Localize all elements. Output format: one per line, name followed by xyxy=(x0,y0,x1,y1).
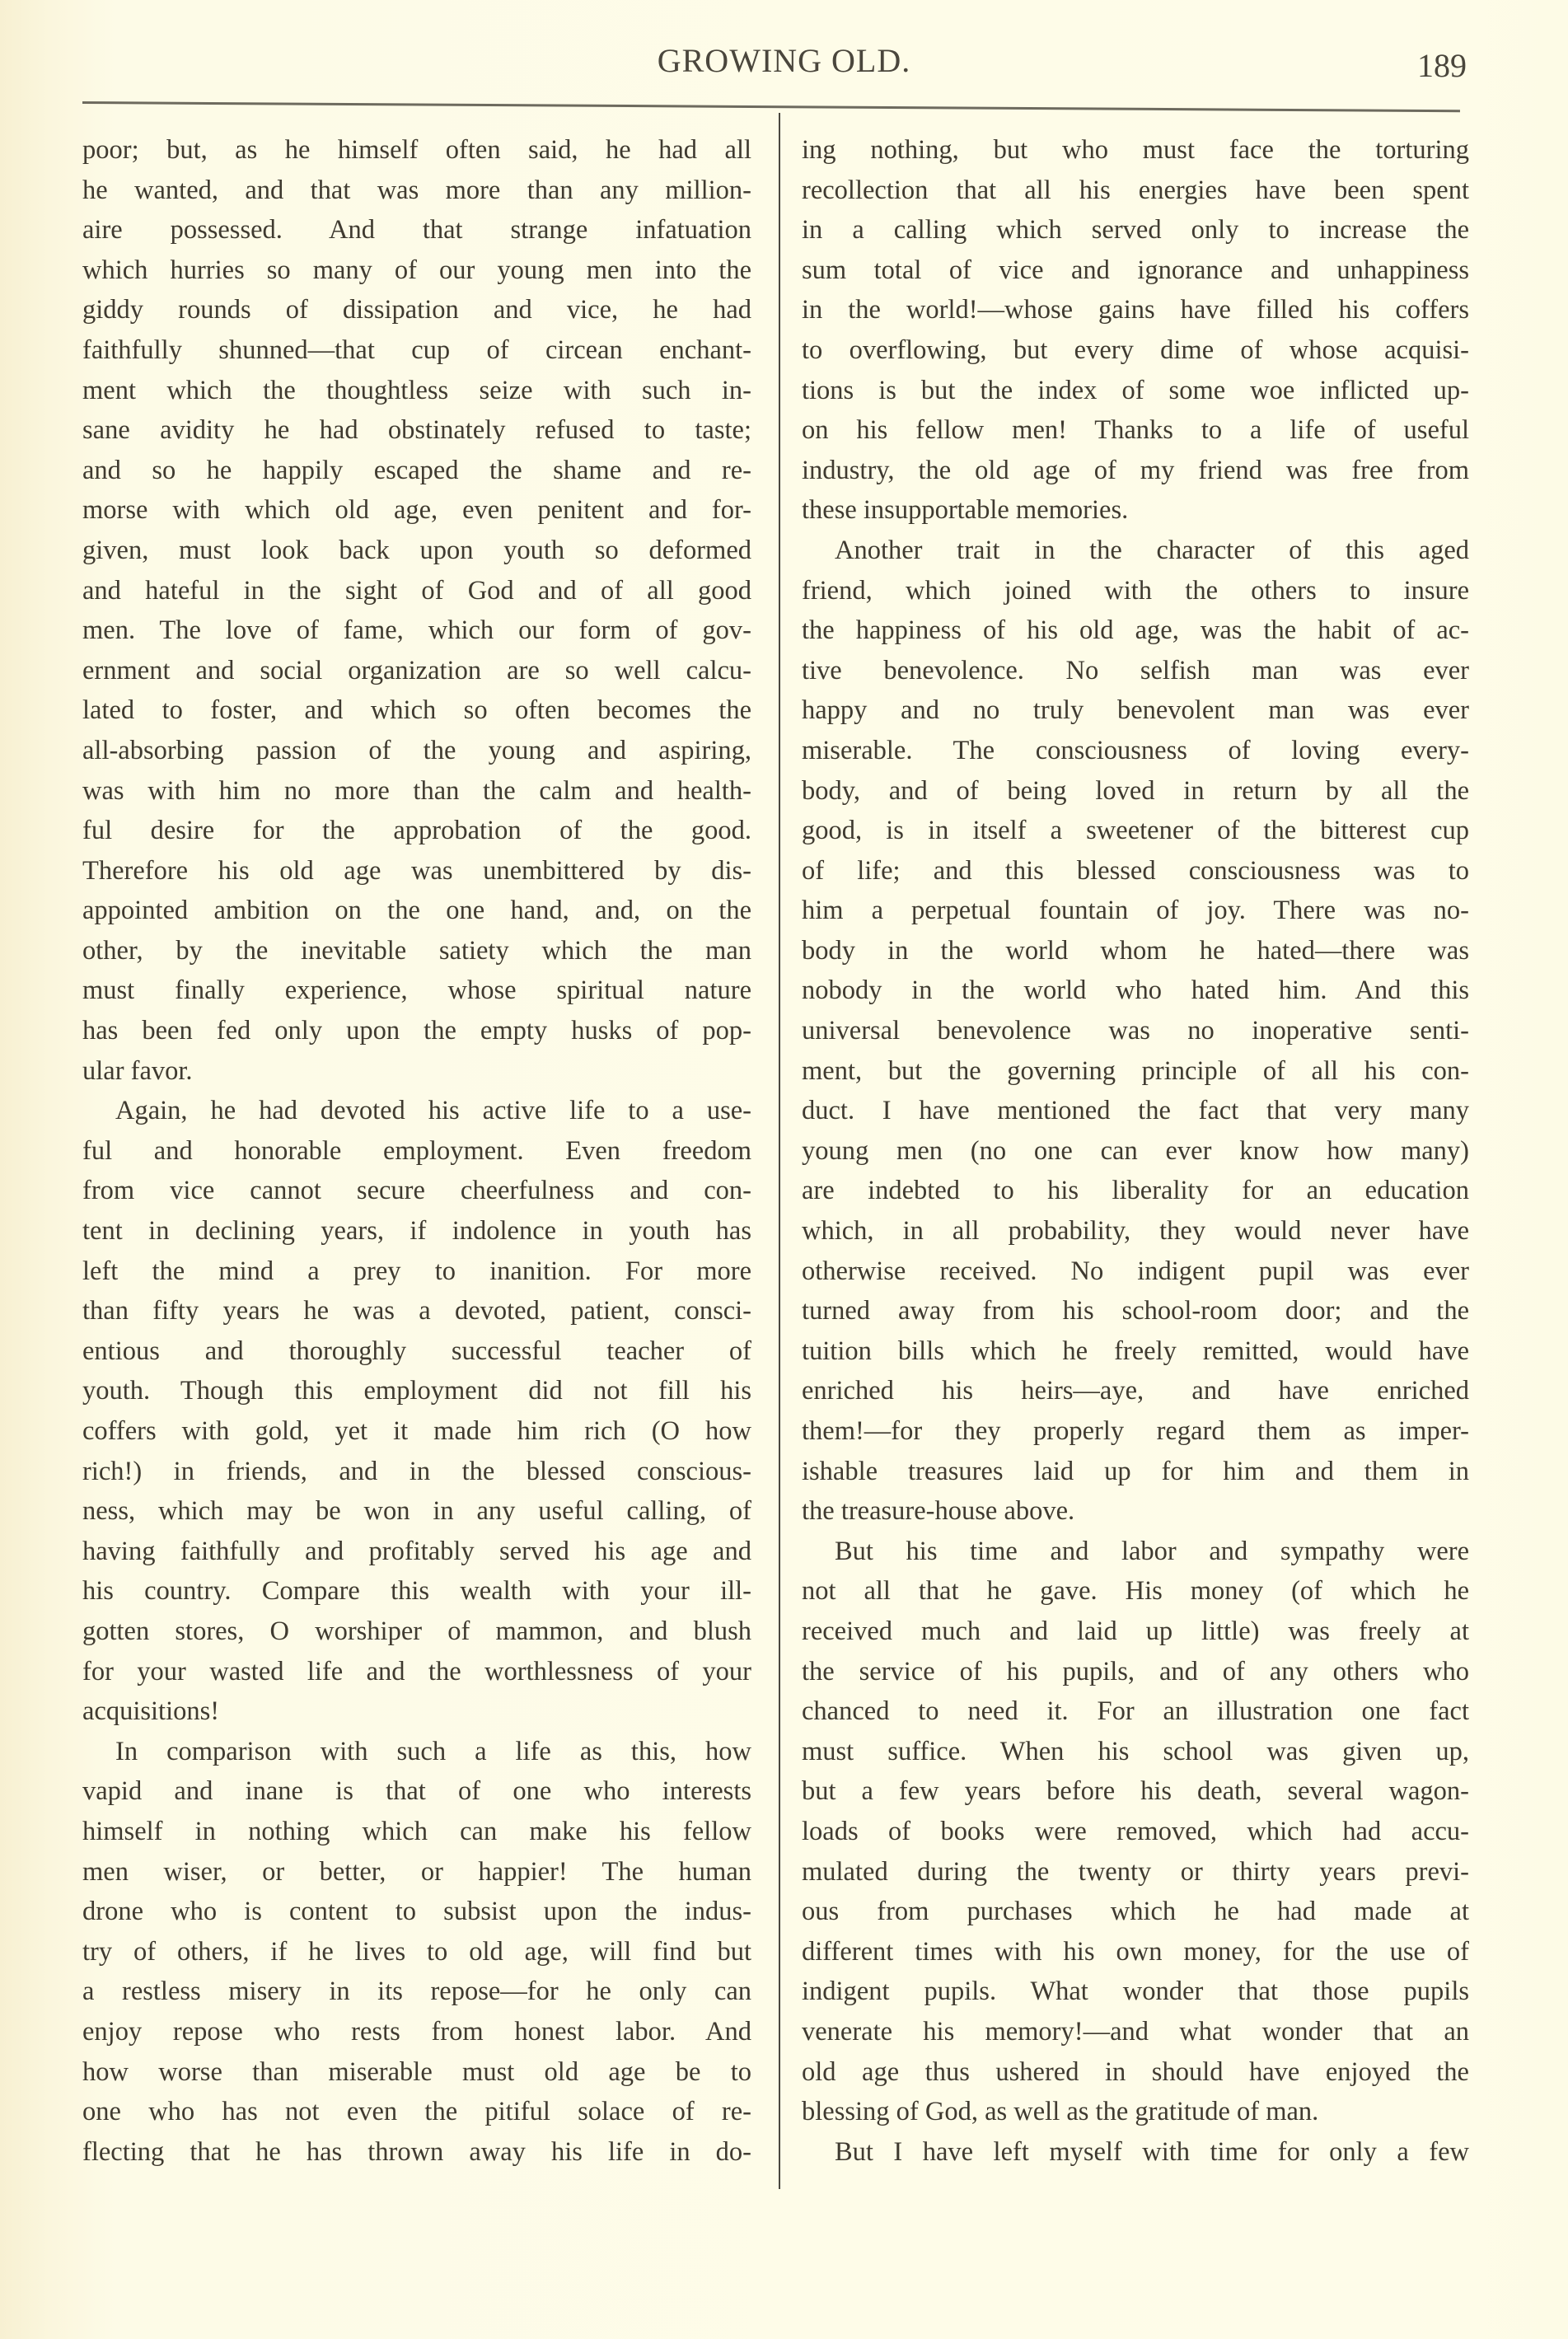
chapter-title: GROWING OLD. xyxy=(657,42,911,79)
page-number: 189 xyxy=(1417,47,1467,84)
text-line: him a perpetual fountain of joy. There was no- xyxy=(802,896,1469,926)
text-line: ful and honorable employment. Even freedom xyxy=(82,1135,751,1166)
text-line: indigent pupils. What wonder that those pupils xyxy=(802,1976,1469,2007)
text-line: happy and no truly benevolent man was ever xyxy=(802,695,1469,726)
text-line: these insupportable memories. xyxy=(802,495,1129,526)
text-line: coffers with gold, yet it made him rich (O how xyxy=(82,1416,751,1446)
text-line: of life; and this blessed consciousness was to xyxy=(802,855,1469,886)
text-line: men. The love of fame, which our form of gov- xyxy=(82,615,751,646)
text-line: ing nothing, but who must face the torturing xyxy=(802,135,1469,165)
text-line: received much and laid up little) was freely at xyxy=(802,1616,1469,1646)
text-line: which, in all probability, they would never have xyxy=(802,1216,1469,1247)
text-line: lated to foster, and which so often becomes the xyxy=(82,695,751,726)
text-line: nobody in the world who hated him. And this xyxy=(802,975,1469,1006)
text-line: ment which the thoughtless seize with such in- xyxy=(82,375,751,405)
text-line: venerate his memory!—and what wonder that an xyxy=(802,2016,1469,2047)
text-line: than fifty years he was a devoted, patient, consci- xyxy=(82,1296,751,1326)
text-line: tive benevolence. No selfish man was ever xyxy=(802,655,1469,685)
text-line: on his fellow men! Thanks to a life of useful xyxy=(802,415,1469,446)
text-line: enriched his heirs—aye, and have enriched xyxy=(802,1376,1469,1406)
text-line: Again, he had devoted his active life to a use- xyxy=(115,1096,751,1126)
text-line: the treasure-house above. xyxy=(802,1496,1075,1527)
text-line: must finally experience, whose spiritual nature xyxy=(82,975,751,1006)
text-line: left the mind a prey to inanition. For more xyxy=(82,1256,751,1286)
text-line: try of others, if he lives to old age, will find but xyxy=(82,1936,751,1967)
text-line: chanced to need it. For an illustration one fact xyxy=(802,1696,1469,1727)
text-line: he wanted, and that was more than any million- xyxy=(82,175,751,205)
text-line: drone who is content to subsist upon the indus- xyxy=(82,1897,751,1927)
text-line: in the world!—whose gains have filled his coffers xyxy=(802,295,1469,325)
text-line: the service of his pupils, and of any others who xyxy=(802,1656,1469,1686)
text-line: good, is in itself a sweetener of the bitterest cup xyxy=(802,816,1469,846)
text-line: which hurries so many of our young men into the xyxy=(82,255,751,285)
column-divider xyxy=(779,113,780,2189)
text-line: youth. Though this employment did not fill his xyxy=(82,1376,751,1406)
text-line: one who has not even the pitiful solace of re- xyxy=(82,2097,751,2127)
text-line: recollection that all his energies have been spent xyxy=(802,175,1469,205)
text-line: ishable treasures laid up for him and them in xyxy=(802,1456,1469,1486)
text-line: duct. I have mentioned the fact that very many xyxy=(802,1096,1469,1126)
text-line: poor; but, as he himself often said, he had all xyxy=(82,135,751,165)
text-line: ernment and social organization are so well calcu- xyxy=(82,655,751,685)
text-line: old age thus ushered in should have enjoyed the xyxy=(802,2056,1469,2087)
text-line: was with him no more than the calm and health- xyxy=(82,775,751,806)
text-line: body in the world whom he hated—there was xyxy=(802,935,1469,966)
left-column xyxy=(82,130,751,2172)
text-line: sane avidity he had obstinately refused to taste; xyxy=(82,415,751,446)
text-line: mulated during the twenty or thirty years previ- xyxy=(802,1856,1469,1887)
text-line: entious and thoroughly successful teacher of xyxy=(82,1336,751,1366)
text-line: blessing of God, as well as the gratitude of man. xyxy=(802,2097,1319,2127)
text-line: friend, which joined with the others to insure xyxy=(802,575,1469,606)
text-line: but a few years before his death, several wagon- xyxy=(802,1776,1469,1807)
text-line: miserable. The consciousness of loving every- xyxy=(802,735,1469,765)
text-line: a restless misery in its repose—for he only can xyxy=(82,1976,751,2007)
text-line: given, must look back upon youth so deformed xyxy=(82,535,751,565)
text-line: appointed ambition on the one hand, and, on the xyxy=(82,896,751,926)
right-column xyxy=(802,130,1469,2172)
text-line: rich!) in friends, and in the blessed conscious- xyxy=(82,1456,751,1486)
text-line: But his time and labor and sympathy were xyxy=(835,1536,1469,1566)
text-line: ness, which may be won in any useful calling, of xyxy=(82,1496,751,1527)
running-head xyxy=(0,33,1568,99)
text-line: body, and of being loved in return by all the xyxy=(802,775,1469,806)
text-line: loads of books were removed, which had accu- xyxy=(802,1816,1469,1846)
text-line: and so he happily escaped the shame and re- xyxy=(82,455,751,485)
text-line: In comparison with such a life as this, how xyxy=(115,1736,751,1766)
text-line: turned away from his school-room door; and the xyxy=(802,1296,1469,1326)
text-line: from vice cannot secure cheerfulness and con- xyxy=(82,1176,751,1206)
text-line: morse with which old age, even penitent and for- xyxy=(82,495,751,526)
text-line: are indebted to his liberality for an education xyxy=(802,1176,1469,1206)
text-line: Therefore his old age was unembittered by dis- xyxy=(82,855,751,886)
text-line: giddy rounds of dissipation and vice, he had xyxy=(82,295,751,325)
text-line: sum total of vice and ignorance and unhappiness xyxy=(802,255,1469,285)
text-line: them!—for they properly regard them as imper- xyxy=(802,1416,1469,1446)
text-line: otherwise received. No indigent pupil was ever xyxy=(802,1256,1469,1286)
text-line: tuition bills which he freely remitted, would have xyxy=(802,1336,1469,1366)
text-line: ular favor. xyxy=(82,1055,193,1086)
text-line: all-absorbing passion of the young and aspiring, xyxy=(82,735,751,765)
text-line: in a calling which served only to increase the xyxy=(802,215,1469,246)
text-line: for your wasted life and the worthlessness of your xyxy=(82,1656,751,1686)
text-line: his country. Compare this wealth with your ill- xyxy=(82,1576,751,1607)
header-rule xyxy=(82,101,1460,112)
text-line: ous from purchases which he had made at xyxy=(802,1897,1469,1927)
text-line: other, by the inevitable satiety which the man xyxy=(82,935,751,966)
text-line: not all that he gave. His money (of which he xyxy=(802,1576,1469,1607)
text-line: faithfully shunned—that cup of circean enchant- xyxy=(82,334,751,365)
text-line: must suffice. When his school was given up, xyxy=(802,1736,1469,1766)
text-line: having faithfully and profitably served his age and xyxy=(82,1536,751,1566)
text-line: men wiser, or better, or happier! The human xyxy=(82,1856,751,1887)
text-line: industry, the old age of my friend was free from xyxy=(802,455,1469,485)
text-line: enjoy repose who rests from honest labor. And xyxy=(82,2016,751,2047)
text-line: flecting that he has thrown away his life in do- xyxy=(82,2136,751,2167)
text-line: acquisitions! xyxy=(82,1696,220,1727)
text-line: universal benevolence was no inoperative senti- xyxy=(802,1016,1469,1046)
text-line: how worse than miserable must old age be to xyxy=(82,2056,751,2087)
text-line: to overflowing, but every dime of whose acquisi- xyxy=(802,334,1469,365)
text-line: vapid and inane is that of one who interests xyxy=(82,1776,751,1807)
text-line: tent in declining years, if indolence in youth has xyxy=(82,1216,751,1247)
text-line: himself in nothing which can make his fellow xyxy=(82,1816,751,1846)
text-line: Another trait in the character of this aged xyxy=(835,535,1469,565)
text-line: ful desire for the approbation of the good. xyxy=(82,816,751,846)
text-line: ment, but the governing principle of all his con- xyxy=(802,1055,1469,1086)
text-line: But I have left myself with time for only a few xyxy=(835,2136,1469,2167)
text-line: aire possessed. And that strange infatuation xyxy=(82,215,751,246)
text-line: young men (no one can ever know how many) xyxy=(802,1135,1469,1166)
text-line: has been fed only upon the empty husks of pop- xyxy=(82,1016,751,1046)
text-line: gotten stores, O worshiper of mammon, and blush xyxy=(82,1616,751,1646)
text-line: different times with his own money, for the use of xyxy=(802,1936,1469,1967)
text-line: and hateful in the sight of God and of all good xyxy=(82,575,751,606)
text-line: tions is but the index of some woe inflicted up- xyxy=(802,375,1469,405)
text-line: the happiness of his old age, was the habit of ac- xyxy=(802,615,1469,646)
